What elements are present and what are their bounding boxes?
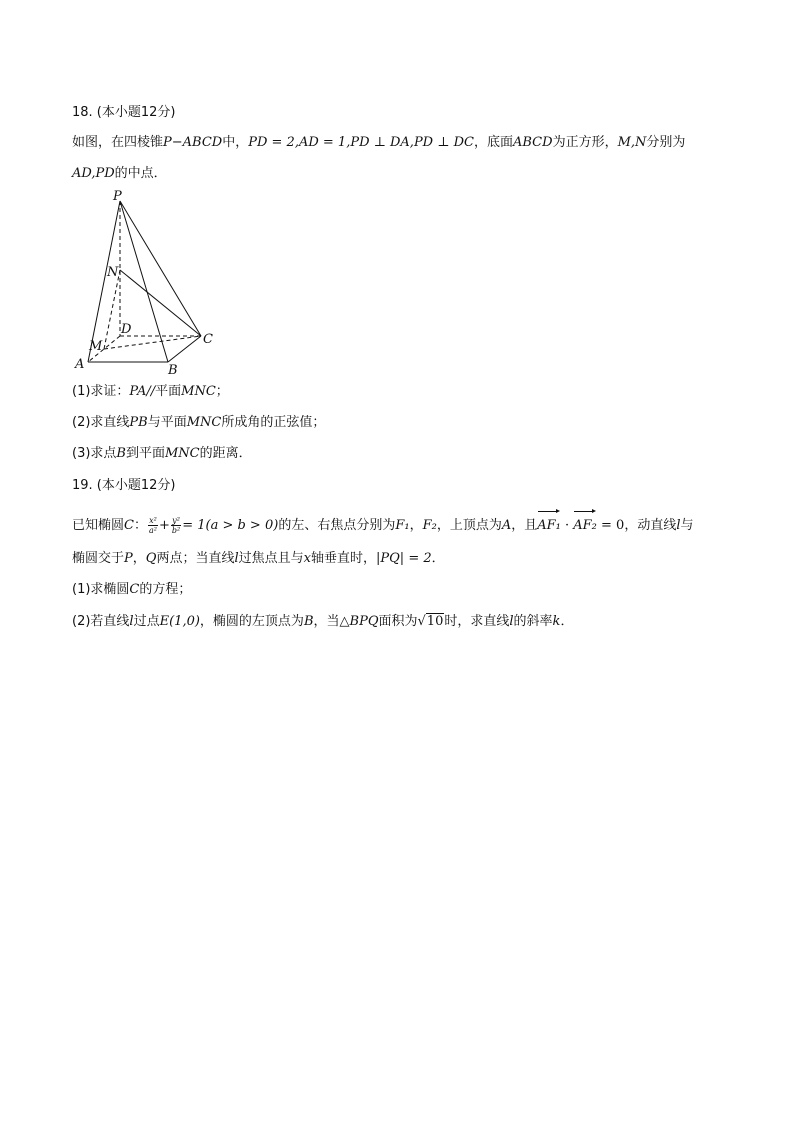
plane-name: MNC xyxy=(181,384,216,399)
q18-stem-line1 xyxy=(72,133,685,153)
given-conditions: PD = 2,AD = 1,PD ⊥ DA,PD ⊥ DC xyxy=(248,135,474,150)
vector-equation-rhs: = 0 xyxy=(596,518,625,533)
part-text: (2)求直线 xyxy=(72,415,130,430)
stem-text: 椭圆交于 xyxy=(72,551,125,566)
part-text: 到平面 xyxy=(125,446,165,461)
plane-name: MNC xyxy=(186,415,222,430)
q18-part2 xyxy=(72,413,325,433)
part1-math: PA// xyxy=(129,384,156,399)
part-text: (3)求点 xyxy=(72,446,117,461)
sqrt-expression: √10 xyxy=(417,614,444,629)
part-text: 面积为 xyxy=(378,614,418,629)
vector-AF2: AF₂ xyxy=(573,510,597,539)
plane-name: MNC xyxy=(165,446,200,461)
label-M: M xyxy=(89,339,103,354)
stem-text: ，底面 xyxy=(473,135,513,150)
stem-text: 如图，在四棱锥 xyxy=(72,135,164,150)
stem-text: 为正方形， xyxy=(552,135,618,150)
stem-text: ， xyxy=(132,551,146,566)
q19-stem-line2 xyxy=(72,549,445,569)
line-l: l xyxy=(676,518,681,533)
focus-F2: F₂ xyxy=(422,518,437,533)
part-text: 的距离． xyxy=(199,446,252,461)
edge-PA xyxy=(88,201,120,362)
segment-names: AD,PD xyxy=(72,166,115,181)
stem-text: ． xyxy=(431,551,445,566)
label-N: N xyxy=(107,265,119,280)
midpoint-names: M,N xyxy=(617,135,647,150)
ellipse-name: C xyxy=(129,582,140,597)
slope-k: k xyxy=(552,614,561,629)
part-text: 与平面 xyxy=(147,415,187,430)
stem-text: 分别为 xyxy=(646,135,686,150)
equation-rhs: = 1(a > b > 0) xyxy=(182,518,279,533)
numerator: y² xyxy=(172,516,180,525)
focus-F1: F₁ xyxy=(395,518,410,533)
vector-AF1: AF₁ xyxy=(537,510,561,539)
stem-text: 的中点． xyxy=(114,166,167,181)
stem-text: 两点；当直线 xyxy=(156,551,235,566)
label-D: D xyxy=(121,322,132,337)
line-l: l xyxy=(129,614,134,629)
q19-part2 xyxy=(72,612,573,632)
part-text: ，当 xyxy=(313,614,340,629)
edge-BC xyxy=(168,336,201,362)
fraction-x xyxy=(148,516,158,535)
part-text: 的方程； xyxy=(139,582,192,597)
stem-text: ，上顶点为 xyxy=(436,518,502,533)
pyramid-name: P−ABCD xyxy=(163,135,223,150)
edge-PB xyxy=(120,201,168,362)
part-text: ； xyxy=(215,384,229,399)
q19-stem-line1 xyxy=(72,510,694,539)
q19-header xyxy=(72,476,176,496)
q18-part3 xyxy=(72,444,252,464)
stem-text: 与 xyxy=(680,518,694,533)
line-l: l xyxy=(509,614,514,629)
stem-text: 的左、右焦点分别为 xyxy=(278,518,396,533)
point-name: B xyxy=(116,446,126,461)
stem-text: ，动直线 xyxy=(624,518,677,533)
part-text: ，椭圆的左顶点为 xyxy=(199,614,304,629)
numerator: x² xyxy=(149,516,157,525)
plus-sign: + xyxy=(158,518,170,533)
point-A: A xyxy=(501,518,512,533)
segment-MN xyxy=(104,270,120,349)
sqrt-radicand: 10 xyxy=(426,614,444,629)
label-B: B xyxy=(168,363,178,378)
stem-text: ： xyxy=(133,518,147,533)
line-name: PB xyxy=(129,415,148,430)
line-l: l xyxy=(234,551,239,566)
fraction-y xyxy=(171,516,181,535)
label-P: P xyxy=(113,189,122,204)
segment-NC xyxy=(120,270,201,336)
triangle-name: BPQ xyxy=(349,614,379,629)
stem-text: 过焦点且与 xyxy=(238,551,304,566)
pyramid-figure xyxy=(70,188,230,378)
point-P: P xyxy=(124,551,133,566)
stem-text: 中， xyxy=(222,135,249,150)
part-text: 平面 xyxy=(155,384,182,399)
ellipse-name: C xyxy=(124,518,134,533)
dot-operator: · xyxy=(560,518,574,533)
stem-text: 已知椭圆 xyxy=(72,518,125,533)
part-text: 过点 xyxy=(133,614,160,629)
edge-PC xyxy=(120,201,201,336)
triangle-symbol: △ xyxy=(339,614,350,629)
q18-header-text: 18. (本小题12分) xyxy=(72,105,176,120)
stem-text: ， xyxy=(409,518,423,533)
pq-length: |PQ| = 2 xyxy=(376,551,432,566)
part-text: ． xyxy=(560,614,574,629)
point-Q: Q xyxy=(145,551,157,566)
label-C: C xyxy=(203,332,213,347)
part-text: 所成角的正弦值； xyxy=(221,415,326,430)
q18-stem-line2 xyxy=(72,164,167,184)
stem-text: ，且 xyxy=(511,518,538,533)
q18-header xyxy=(72,103,176,123)
denominator: b² xyxy=(171,526,181,535)
part-text: (1)求椭圆 xyxy=(72,582,130,597)
q18-part1 xyxy=(72,382,229,402)
denominator: a² xyxy=(148,526,157,535)
point-E: E(1,0) xyxy=(159,614,200,629)
part-text: 时，求直线 xyxy=(444,614,510,629)
part-text: 的斜率 xyxy=(513,614,553,629)
q19-part1 xyxy=(72,580,191,600)
base-name: ABCD xyxy=(513,135,553,150)
q19-header-text: 19. (本小题12分) xyxy=(72,478,176,493)
x-axis-var: x xyxy=(303,551,311,566)
label-A: A xyxy=(75,357,85,372)
part-text: (1)求证： xyxy=(72,384,130,399)
part-text: (2)若直线 xyxy=(72,614,130,629)
stem-text: 轴垂直时， xyxy=(311,551,377,566)
point-B: B xyxy=(303,614,314,629)
